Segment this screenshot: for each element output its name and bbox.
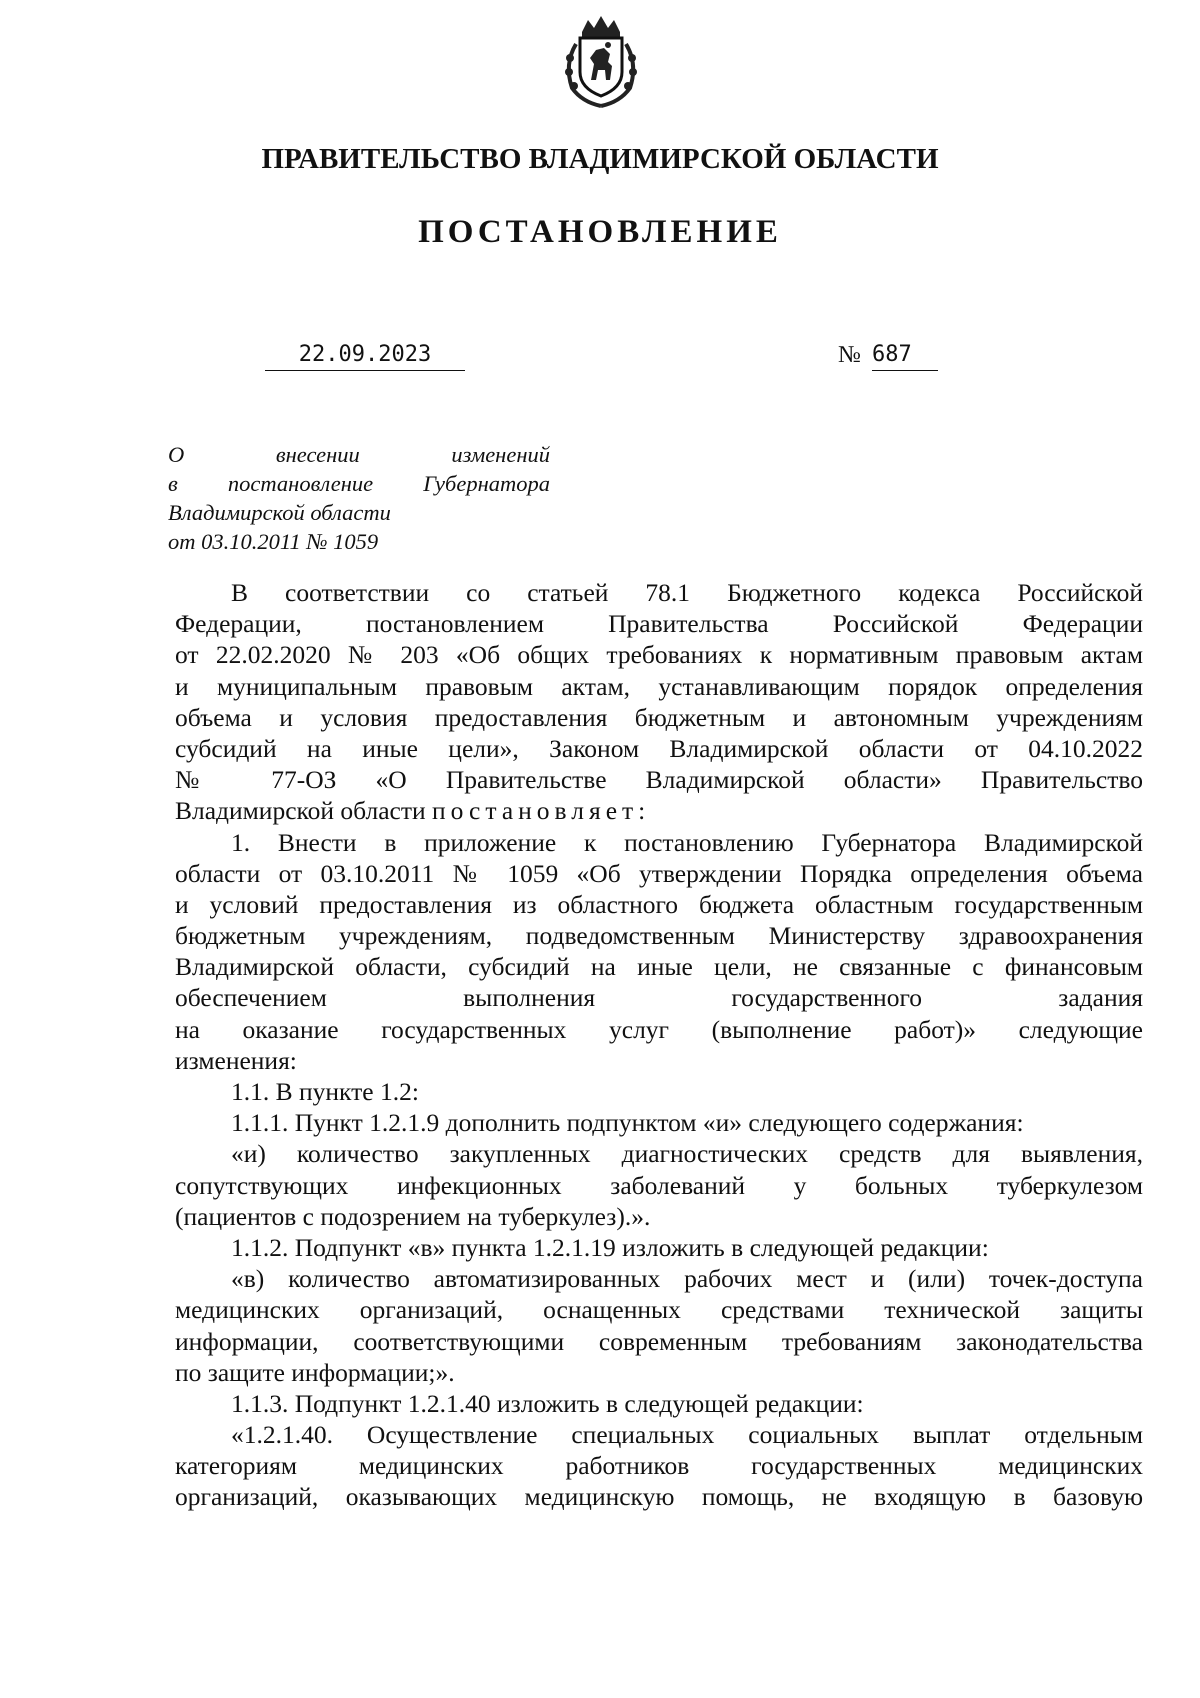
body-line: информации, соответствующими современным требованиям законодательства [175, 1326, 1143, 1356]
body-line: В соответствии со статьей 78.1 Бюджетного кодекса Российской [231, 578, 1143, 607]
body-line: «и) количество закупленных диагностических средств для выявления, [231, 1139, 1143, 1169]
body-line: бюджетным учреждениям, подведомственным Министерству здравоохранения [175, 921, 1143, 951]
document-date: 22.09.2023 [265, 340, 465, 371]
body-line: «1.2.1.40. Осуществление специальных социальных выплат отдельным [231, 1420, 1143, 1450]
body-line: 1.1.3. Подпункт 1.2.1.40 изложить в следующей редакции: [231, 1388, 864, 1418]
body-line: Федерации, постановлением Правительства Российской Федерации [175, 609, 1143, 639]
body-line: области от 03.10.2011 № 1059 «Об утверждении Порядка определения объема [175, 858, 1143, 888]
document-number: 687 [872, 340, 938, 371]
number-label: № [838, 342, 861, 368]
body-line: (пациентов с подозрением на туберкулез).». [175, 1201, 651, 1231]
body-line: № 77-ОЗ «О Правительстве Владимирской области» Правительство [175, 765, 1143, 795]
body-line: по защите информации;». [175, 1357, 455, 1387]
subject-line: О внесении изменений [168, 442, 550, 467]
body-line: 1.1. В пункте 1.2: [231, 1077, 419, 1106]
body-line [175, 795, 1143, 826]
subject-line: в постановление Губернатора [168, 471, 550, 496]
body-line: на оказание государственных услуг (выполнение работ)» следующие [175, 1014, 1143, 1044]
organization-title: ПРАВИТЕЛЬСТВО ВЛАДИМИРСКОЙ ОБЛАСТИ [261, 143, 939, 175]
document-type: ПОСТАНОВЛЕНИЕ [418, 214, 782, 250]
decree-word: постановляет: [432, 796, 651, 826]
body-line: 1.1.2. Подпункт «в» пункта 1.2.1.19 изложить в следующей редакции: [231, 1232, 989, 1262]
body-line: 1.1.1. Пункт 1.2.1.9 дополнить подпунктом «и» следующего содержания: [231, 1108, 1024, 1138]
body-line: объема и условия предоставления бюджетным и автономным учреждениям [175, 702, 1143, 732]
subject-line: Владимирской области [168, 500, 391, 525]
subject-line: от 03.10.2011 № 1059 [168, 529, 379, 554]
body-line: 1. Внести в приложение к постановлению Губернатора Владимирской [231, 827, 1143, 857]
body-line: от 22.02.2020 № 203 «Об общих требованиях к нормативным правовым актам [175, 640, 1143, 670]
document-body [175, 577, 1143, 1513]
body-line: «в) количество автоматизированных рабочих мест и (или) точек-доступа [231, 1264, 1143, 1294]
body-line: субсидий на иные цели», Законом Владимирской области от 04.10.2022 [175, 733, 1143, 763]
body-line: Владимирской области, субсидий на иные цели, не связанные с финансовым [175, 952, 1143, 982]
body-line: сопутствующих инфекционных заболеваний у больных туберкулезом [175, 1170, 1143, 1200]
body-line: медицинских организаций, оснащенных средствами технической защиты [175, 1295, 1143, 1325]
body-text-fragment: Владимирской области [175, 796, 433, 826]
body-line: обеспечением выполнения государственного задания [175, 983, 1143, 1013]
coat-of-arms-icon [558, 14, 644, 110]
body-line: организаций, оказывающих медицинскую помощь, не входящую в базовую [175, 1482, 1143, 1512]
body-line: изменения: [175, 1045, 297, 1075]
body-line: и условий предоставления из областного бюджета областным государственным [175, 889, 1143, 919]
body-line: и муниципальным правовым актам, устанавливающим порядок определения [175, 671, 1143, 701]
document-subject [168, 440, 550, 556]
body-line: категориям медицинских работников государственных медицинских [175, 1451, 1143, 1481]
